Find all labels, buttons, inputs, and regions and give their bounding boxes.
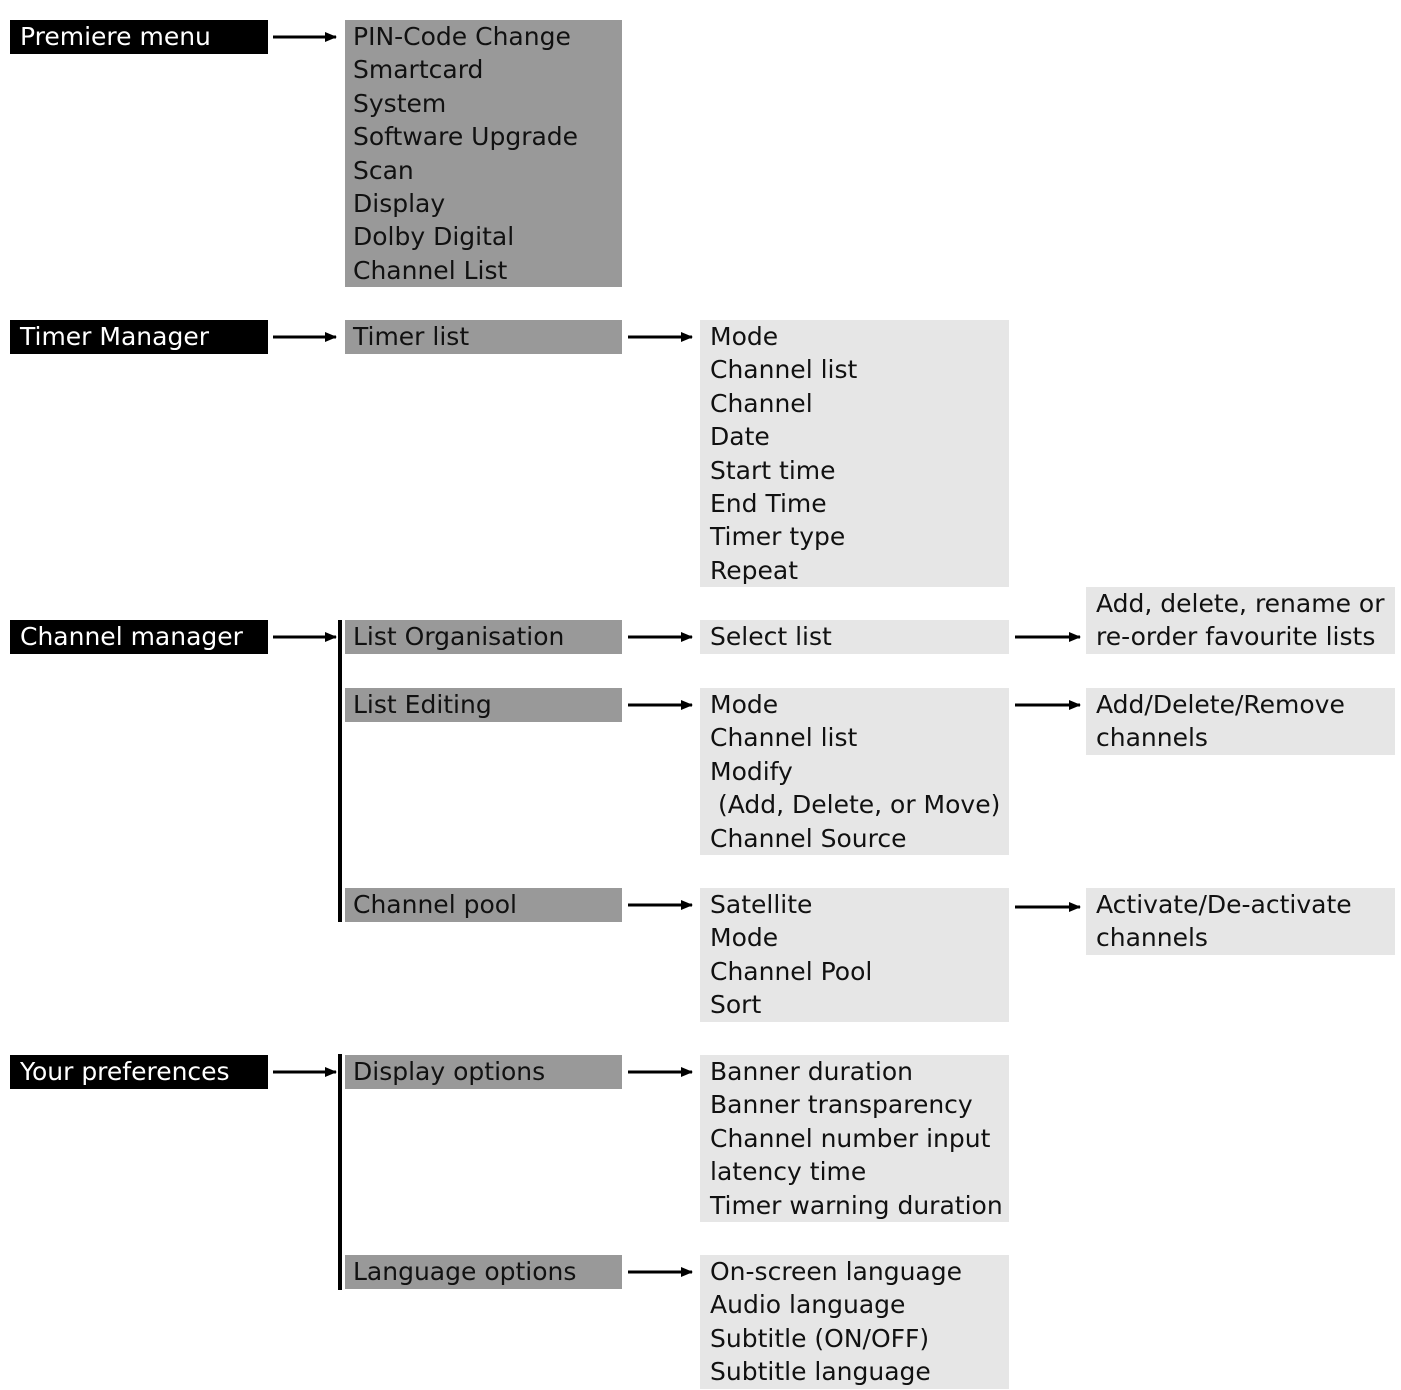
menu-item: On-screen language bbox=[710, 1257, 962, 1286]
result-text: Add/Delete/Remove bbox=[1096, 690, 1345, 719]
menu-item: Modify bbox=[710, 756, 793, 786]
list-organisation-result-box bbox=[1086, 587, 1395, 654]
menu-item: latency time bbox=[710, 1157, 867, 1187]
menu-item: Dolby Digital bbox=[353, 222, 515, 252]
list-organisation-label: List Organisation bbox=[353, 622, 565, 651]
result-text: channels bbox=[1096, 723, 1208, 753]
menu-item: System bbox=[353, 88, 447, 118]
list-organisation-items-box bbox=[700, 620, 1009, 654]
premiere-menu-node bbox=[10, 20, 268, 54]
menu-item: Scan bbox=[353, 155, 414, 185]
timer-manager-label: Timer Manager bbox=[20, 322, 209, 351]
display-options-node bbox=[345, 1055, 622, 1089]
list-editing-items-box bbox=[700, 688, 1009, 855]
result-text: Activate/De-activate bbox=[1096, 890, 1352, 919]
timer-list-items-box bbox=[700, 320, 1009, 587]
menu-item: Mode bbox=[710, 322, 779, 351]
premiere-items-box bbox=[345, 20, 622, 287]
menu-item: Date bbox=[710, 422, 770, 452]
your-preferences-label: Your preferences bbox=[20, 1057, 230, 1086]
channel-manager-node bbox=[10, 620, 268, 654]
channel-pool-result-box bbox=[1086, 888, 1395, 955]
language-options-label: Language options bbox=[353, 1257, 577, 1286]
channel-pool-node bbox=[345, 888, 622, 922]
list-editing-node bbox=[345, 688, 622, 722]
result-text: re-order favourite lists bbox=[1096, 622, 1376, 652]
result-text: Add, delete, rename or bbox=[1096, 589, 1385, 618]
menu-item: Banner transparency bbox=[710, 1090, 973, 1120]
timer-list-node bbox=[345, 320, 622, 354]
menu-item: Repeat bbox=[710, 555, 799, 585]
menu-item: Subtitle language bbox=[710, 1357, 931, 1387]
menu-item: Display bbox=[353, 189, 446, 219]
language-options-items-box bbox=[700, 1255, 1009, 1389]
menu-item: Satellite bbox=[710, 890, 813, 919]
language-options-node bbox=[345, 1255, 622, 1289]
menu-item: Mode bbox=[710, 690, 779, 719]
timer-manager-node bbox=[10, 320, 268, 354]
menu-item: Start time bbox=[710, 455, 836, 485]
menu-item: Audio language bbox=[710, 1290, 906, 1320]
menu-item: PIN-Code Change bbox=[353, 22, 571, 51]
menu-item: Smartcard bbox=[353, 55, 484, 85]
menu-item: End Time bbox=[710, 489, 827, 519]
menu-item: Software Upgrade bbox=[353, 122, 579, 152]
premiere-menu-label: Premiere menu bbox=[20, 22, 211, 51]
menu-item: Channel list bbox=[710, 723, 858, 753]
display-options-items-box bbox=[700, 1055, 1009, 1222]
channel-pool-items-box bbox=[700, 888, 1009, 1022]
display-options-label: Display options bbox=[353, 1057, 546, 1086]
channel-manager-label: Channel manager bbox=[20, 622, 243, 651]
list-organisation-node bbox=[345, 620, 622, 654]
menu-item: Timer type bbox=[710, 522, 846, 552]
menu-item: Mode bbox=[710, 923, 779, 953]
your-preferences-node bbox=[10, 1055, 268, 1089]
channel-pool-label: Channel pool bbox=[353, 890, 517, 919]
menu-item: Channel Source bbox=[710, 823, 907, 853]
timer-list-label: Timer list bbox=[353, 322, 470, 351]
menu-item: Subtitle (ON/OFF) bbox=[710, 1323, 930, 1353]
menu-item: Select list bbox=[710, 622, 832, 651]
menu-item: Channel list bbox=[710, 355, 858, 385]
menu-item: Channel Pool bbox=[710, 956, 873, 986]
menu-item: Channel number input bbox=[710, 1123, 991, 1153]
menu-item: Timer warning duration bbox=[710, 1190, 1003, 1220]
result-text: channels bbox=[1096, 923, 1208, 953]
menu-item: Channel bbox=[710, 388, 813, 418]
list-editing-result-box bbox=[1086, 688, 1395, 755]
list-editing-label: List Editing bbox=[353, 690, 492, 719]
menu-item: Sort bbox=[710, 990, 762, 1020]
menu-item: Banner duration bbox=[710, 1057, 913, 1086]
menu-item: Channel List bbox=[353, 255, 508, 285]
menu-item: (Add, Delete, or Move) bbox=[710, 790, 1001, 820]
